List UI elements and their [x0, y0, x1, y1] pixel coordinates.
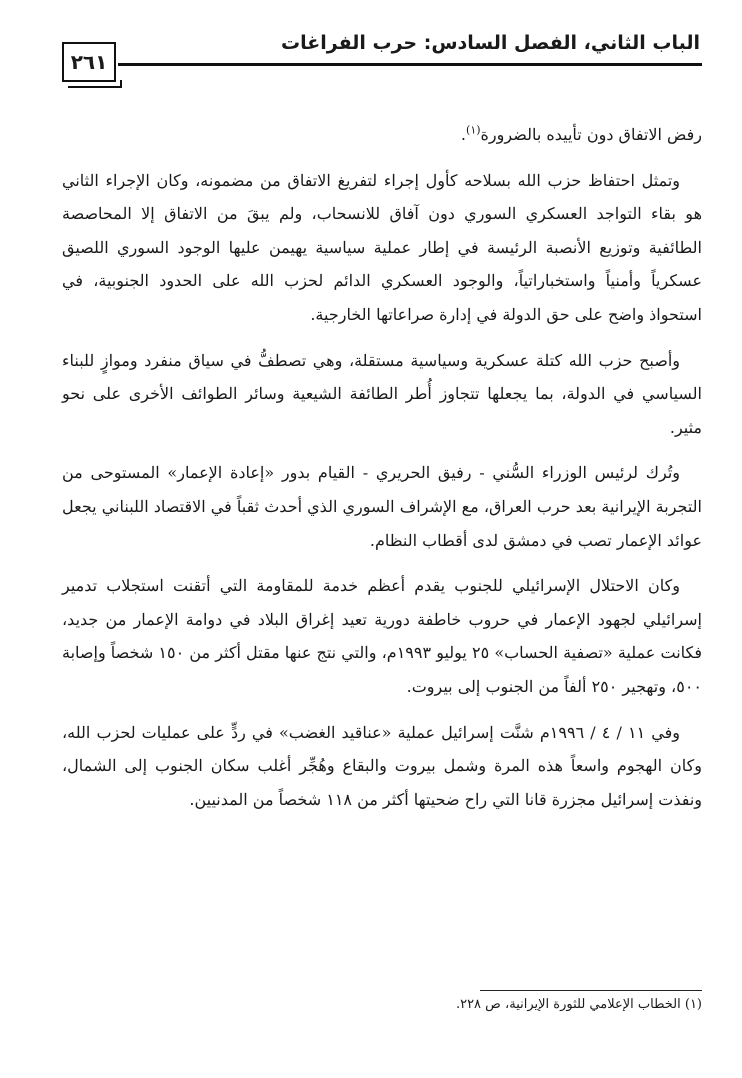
running-header: [62, 18, 702, 74]
paragraph-3: وأصبح حزب الله كتلة عسكرية وسياسية مستقلة، وهي تصطفُّ في سياق منفرد وموازٍ للبناء السياسي في الدولة، بما يجعلها تتجاوز أُطر الطائفة الشيعية وسائر الطوائف الأخرى على نحو مثير.: [62, 350, 702, 437]
page-number-box: [62, 42, 116, 82]
chapter-title: الباب الثاني، الفصل السادس: حرب الفراغات: [281, 32, 700, 54]
body-text: [62, 118, 702, 828]
paragraph-1-end: .: [460, 125, 467, 144]
footnote-divider: [480, 990, 702, 991]
paragraph-1: [62, 118, 702, 152]
footnote: (١) الخطاب الإعلامي للثورة الإيرانية، ص ٢٢٨.: [455, 997, 702, 1012]
paragraph-2: وتمثل احتفاظ حزب الله بسلاحه كأول إجراء لتفريغ الاتفاق من مضمونه، وكان الإجراء الثاني هو بقاء التواجد العسكري السوري دون آفاق للانسحاب، ولم يبقَ من الاتفاق إلا المحاصصة الطائفية وتوزيع الأنصبة الرئيسة في إطار عملية سياسية يهيمن عليها الوجود السوري اللصيق عسكرياً وأمنياً واستخباراتياً، والوجود العسكري الدائم لحزب الله على الحدود الجنوبية، في استحواذ واضح على حق الدولة في إدارة صراعاتها الخارجية.: [62, 170, 702, 324]
header-divider: [118, 63, 702, 66]
page-number: ٢٦١: [70, 50, 108, 74]
footnote-reference: (١): [466, 123, 481, 137]
paragraph-6: وفي ١١ / ٤ / ١٩٩٦م شنَّت إسرائيل عملية «عناقيد الغضب» في ردٍّ على عمليات لحزب الله، وكان الهجوم واسعاً هذه المرة وشمل بيروت والبقاع وهُجِّر أغلب سكان الجنوب إلى الشمال، ونفذت إسرائيل مجزرة قانا التي راح ضحيتها أكثر من ١١٨ شخصاً من المدنيين.: [62, 722, 702, 809]
paragraph-5: وكان الاحتلال الإسرائيلي للجنوب يقدم أعظم خدمة للمقاومة التي أتقنت استجلاب تدمير إسرائيلي لجهود الإعمار في حروب خاطفة دورية تعيد إغراق البلاد في دوامة الإعمار من جديد، فكانت عملية «تصفية الحساب» ٢٥ يوليو ١٩٩٣م، والتي نتج عنها مقتل أكثر من ١٥٠ شخصاً وإصابة ٥٠٠، وتهجير ٢٥٠ ألفاً من الجنوب إلى بيروت.: [62, 576, 703, 696]
paragraph-1-text: رفض الاتفاق دون تأييده بالضرورة: [480, 125, 702, 144]
paragraph-4: وتُرك لرئيس الوزراء السُّني - رفيق الحريري - القيام بدور «إعادة الإعمار» المستوحى من التجربة الإيرانية بعد حرب العراق، مع الإشراف السوري الذي أحدث ثقباً في الاقتصاد اللبناني يجعل عوائد الإعمار تصب في دمشق لدى أقطاب النظام.: [62, 463, 702, 550]
